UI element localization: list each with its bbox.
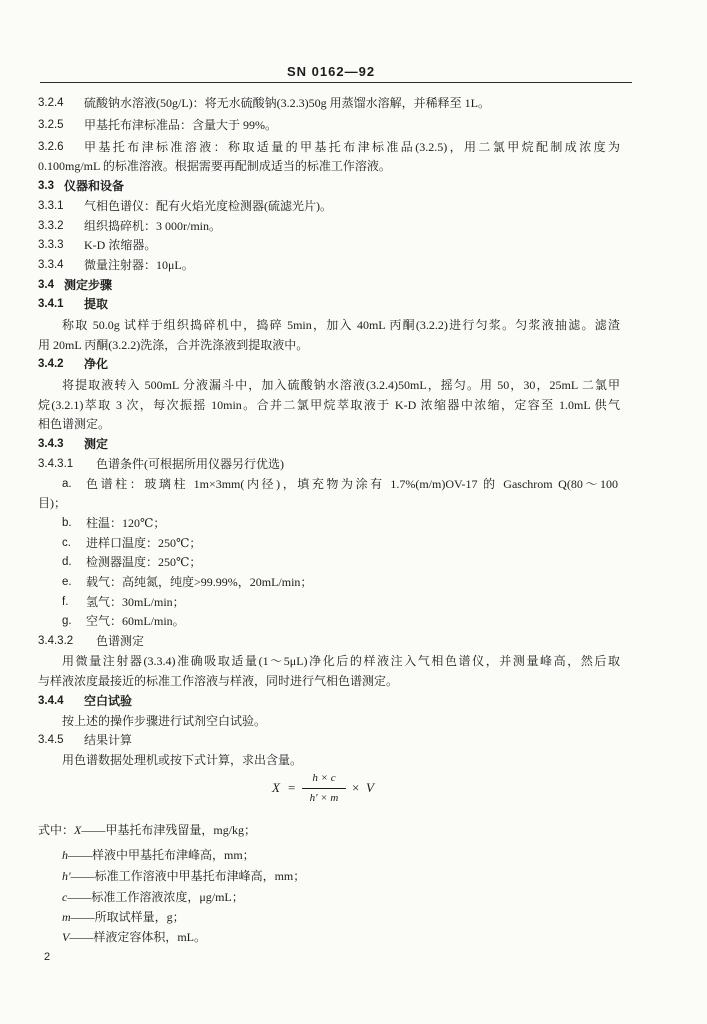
legend-symbol: X — [74, 823, 82, 837]
clause-3-4-4 — [0, 694, 640, 709]
list-marker: f. — [62, 596, 69, 608]
page-number: 2 — [44, 951, 51, 963]
paragraph-text-continued: 相色谱测定。 — [38, 417, 111, 431]
formula-denominator: h' × m — [309, 792, 339, 804]
formula-times: × — [352, 780, 360, 795]
list-marker: c. — [62, 537, 71, 549]
clause-title: 色谱条件(可根据所用仪器另行优选) — [96, 457, 284, 471]
clause-3-3-2 — [0, 219, 640, 234]
legend-definition: ——所取试样量，g； — [70, 910, 185, 924]
section-number: 3.3 — [38, 180, 54, 192]
clause-number: 3.2.6 — [38, 141, 64, 153]
list-item-text: 载气：高纯氮，纯度>99.99%，20mL/min； — [86, 575, 313, 589]
clause-title: 测定 — [84, 437, 109, 451]
formula-rhs: V — [366, 780, 374, 795]
legend-row-v — [62, 930, 662, 945]
section-3-3 — [0, 179, 640, 194]
paragraph-text-continued: 烷(3.2.1)萃取 3 次，每次振摇 10min。合并二氯甲烷萃取液于 K-D 浓缩器中浓缩，定容至 1.0mL 供气 — [38, 398, 620, 412]
clause-text: 硫酸钠水溶液(50g/L)：将无水硫酸钠(3.2.3)50g 用蒸馏水溶解，并稀释至 1L。 — [84, 96, 490, 110]
clause-number: 3.4.4 — [38, 695, 64, 707]
clause-title: 空白试验 — [84, 694, 133, 708]
clause-3-4-3 — [0, 437, 640, 452]
clause-number: 3.2.4 — [38, 97, 64, 109]
clause-title: 提取 — [84, 297, 109, 311]
paragraph-text: 称取 50.0g 试样于组织捣碎机中，捣碎 5min，加入 40mL 丙酮(3.2.2)进行匀浆。匀浆液抽滤。滤渣 — [62, 318, 620, 332]
text-line — [0, 714, 640, 729]
legend-definition: ——标准工作溶液浓度，μg/mL； — [67, 890, 244, 904]
legend-symbol: m — [62, 910, 71, 924]
clause-title: 结果计算 — [84, 733, 133, 747]
clause-text: 甲基托布津标准品：含量大于 99%。 — [84, 118, 277, 132]
list-item-d — [0, 555, 640, 570]
clause-number: 3.4.3 — [38, 438, 64, 450]
legend-row-h-prime — [62, 869, 662, 884]
section-number: 3.4 — [38, 279, 54, 291]
list-item-text: 柱温：120℃； — [86, 516, 166, 530]
text-line — [0, 654, 640, 669]
list-marker: g. — [62, 615, 72, 627]
clause-3-4-3-1 — [0, 457, 640, 472]
legend-symbol: h — [62, 848, 68, 862]
list-item-b — [0, 516, 640, 531]
clause-text: 组织捣碎机：3 000r/min。 — [84, 219, 221, 233]
clause-text-continued: 0.100mg/mL 的标准溶液。根据需要再配制成适当的标准工作溶液。 — [38, 159, 391, 173]
clause-number: 3.4.5 — [38, 734, 64, 746]
text-line — [0, 338, 640, 353]
clause-3-4-1 — [0, 297, 640, 312]
text-line — [0, 496, 640, 511]
legend-row-m — [62, 910, 662, 925]
clause-number: 3.4.3.2 — [38, 635, 74, 647]
clause-title: 色谱测定 — [96, 634, 145, 648]
list-item-a — [0, 477, 640, 492]
paragraph-text: 用色谱数据处理机或按下式计算，求出含量。 — [62, 753, 303, 767]
formula-numerator: h × c — [312, 772, 336, 784]
list-item-text: 氢气：30mL/min； — [86, 595, 185, 609]
text-line — [0, 674, 640, 689]
legend-definition: ——甲基托布津残留量，mg/kg； — [81, 823, 257, 837]
legend-definition: ——标准工作溶液中甲基托布津峰高，mm； — [70, 869, 306, 883]
clause-text: 甲基托布津标准溶液：称取适量的甲基托布津标准品(3.2.5)，用二氯甲烷配制成浓度为 — [84, 140, 620, 154]
clause-number: 3.3.1 — [38, 200, 64, 212]
paragraph-text-continued: 用 20mL 丙酮(3.2.2)洗涤，合并洗涤液到提取液中。 — [38, 338, 309, 352]
list-item-text: 空气：60mL/min。 — [86, 614, 185, 628]
clause-number: 3.2.5 — [38, 119, 64, 131]
clause-number: 3.4.2 — [38, 358, 64, 370]
list-item-g — [0, 614, 640, 629]
clause-3-3-4 — [0, 258, 640, 273]
clause-number: 3.4.1 — [38, 298, 64, 310]
clause-number: 3.3.2 — [38, 220, 64, 232]
list-marker: b. — [62, 517, 72, 529]
clause-3-3-3 — [0, 238, 640, 253]
text-line — [0, 318, 640, 333]
list-item-f — [0, 595, 640, 610]
clause-3-3-1 — [0, 199, 640, 214]
section-title: 仪器和设备 — [64, 179, 125, 193]
clause-3-2-6 — [0, 140, 640, 155]
list-item-e — [0, 575, 640, 590]
paragraph-text: 按上述的操作步骤进行试剂空白试验。 — [62, 714, 267, 728]
fraction-bar — [302, 788, 346, 789]
section-title: 测定步骤 — [64, 278, 113, 292]
legend-intro: 式中： — [38, 823, 75, 837]
legend-definition: ——样液定容体积，mL。 — [69, 930, 207, 944]
legend-row-c — [62, 890, 662, 905]
clause-title: 净化 — [84, 357, 109, 371]
clause-text: 微量注射器：10μL。 — [84, 258, 194, 272]
paragraph-text: 用微量注射器(3.3.4)准确吸取适量(1～5μL)净化后的样液注入气相色谱仪，并测量峰高，然后取 — [62, 654, 620, 668]
legend-definition: ——样液中甲基托布津峰高，mm； — [68, 848, 255, 862]
paragraph-text-continued: 与样液浓度最接近的标准工作溶液与样液，同时进行气相色谱测定。 — [38, 674, 399, 688]
list-item-c — [0, 536, 640, 551]
clause-number: 3.3.4 — [38, 259, 64, 271]
clause-3-4-3-2 — [0, 634, 640, 649]
clause-3-4-5 — [0, 733, 640, 748]
text-line — [0, 159, 640, 174]
text-line — [0, 378, 640, 393]
clause-text: K-D 浓缩器。 — [84, 238, 157, 252]
legend-row-x — [38, 823, 638, 838]
clause-3-2-5 — [0, 118, 640, 133]
list-marker: d. — [62, 556, 72, 568]
list-marker: e. — [62, 576, 72, 588]
section-3-4 — [0, 278, 640, 293]
list-item-text: 进样口温度：250℃； — [86, 536, 202, 550]
legend-symbol: h' — [62, 869, 71, 883]
legend-symbol: c — [62, 890, 68, 904]
formula-equals: = — [288, 780, 296, 795]
paragraph-text: 将提取液转入 500mL 分液漏斗中，加入硫酸钠水溶液(3.2.4)50mL，摇匀。用 50，30，25mL 二氯甲 — [62, 378, 620, 392]
list-item-text-continued: 目)； — [38, 496, 66, 510]
header-divider — [40, 82, 632, 83]
text-line — [0, 753, 640, 768]
list-marker: a. — [62, 478, 72, 490]
list-item-text: 检测器温度：250℃； — [86, 555, 202, 569]
list-item-text: 色谱柱：玻璃柱 1m×3mm(内径)，填充物为涂有 1.7%(m/m)OV-17 的 Gaschrom Q(80～100 — [86, 477, 618, 491]
standard-code-header: SN 0162—92 — [287, 64, 376, 79]
clause-text: 气相色谱仪：配有火焰光度检测器(硫滤光片)。 — [84, 199, 332, 213]
text-line — [0, 417, 640, 432]
clause-number: 3.4.3.1 — [38, 458, 74, 470]
clause-3-4-2 — [0, 357, 640, 372]
legend-symbol: V — [62, 930, 70, 944]
legend-row-h — [62, 848, 662, 863]
clause-3-2-4 — [0, 96, 640, 111]
text-line — [0, 398, 640, 413]
formula-lhs: X — [272, 780, 280, 795]
clause-number: 3.3.3 — [38, 239, 64, 251]
